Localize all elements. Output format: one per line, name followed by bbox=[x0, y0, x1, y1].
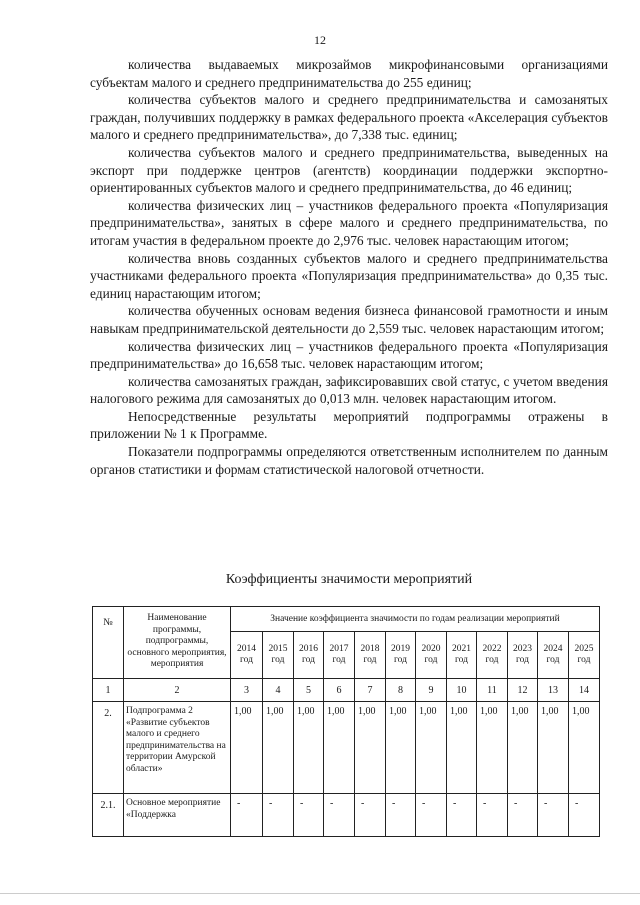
year-header: 2015 год bbox=[263, 632, 294, 679]
row-value: 1,00 bbox=[294, 702, 324, 794]
row-value: - bbox=[355, 794, 386, 837]
column-index: 12 bbox=[508, 679, 538, 702]
row-name: Основное мероприятие «Поддержка bbox=[124, 794, 231, 837]
row-value: - bbox=[538, 794, 569, 837]
row-value: 1,00 bbox=[263, 702, 294, 794]
column-index: 3 bbox=[231, 679, 263, 702]
page-bottom-edge bbox=[0, 893, 640, 894]
row-value: 1,00 bbox=[231, 702, 263, 794]
column-index: 11 bbox=[477, 679, 508, 702]
row-value: - bbox=[416, 794, 447, 837]
paragraph: количества самозанятых граждан, зафиксировавших свой статус, с учетом введения налогового режима для самозанятых до 0,013 млн. человек нарастающим итогом. bbox=[90, 373, 608, 407]
column-index: 13 bbox=[538, 679, 569, 702]
column-index: 8 bbox=[386, 679, 416, 702]
column-index: 6 bbox=[324, 679, 355, 702]
column-index: 1 bbox=[93, 679, 124, 702]
row-value: - bbox=[324, 794, 355, 837]
column-index: 2 bbox=[124, 679, 231, 702]
row-number: 2. bbox=[93, 702, 124, 794]
paragraph: количества обученных основам ведения бизнеса финансовой грамотности и иным навыкам предпринимательской деятельности до 2,559 тыс. человек нарастающим итогом; bbox=[90, 303, 608, 336]
row-value: - bbox=[508, 794, 538, 837]
row-value: - bbox=[231, 794, 263, 837]
row-value: - bbox=[569, 794, 600, 837]
year-header: 2024 год bbox=[538, 632, 569, 679]
table-row bbox=[93, 794, 600, 837]
column-index: 14 bbox=[569, 679, 600, 702]
row-value: 1,00 bbox=[508, 702, 538, 794]
row-value: 1,00 bbox=[324, 702, 355, 794]
paragraph: количества вновь созданных субъектов малого и среднего предпринимательства участниками федерального проекта «Популяризация предпринимательства» до 0,35 тыс. единиц нарастающим итогом; bbox=[90, 250, 608, 301]
year-header: 2025 год bbox=[569, 632, 600, 679]
row-value: 1,00 bbox=[386, 702, 416, 794]
paragraph: Показатели подпрограммы определяются ответственным исполнителем по данным органов статистики и формам статистической налоговой отчетности. bbox=[90, 444, 608, 477]
column-index: 10 bbox=[447, 679, 477, 702]
row-value: 1,00 bbox=[569, 702, 600, 794]
year-header: 2021 год bbox=[447, 632, 477, 679]
year-header: 2020 год bbox=[416, 632, 447, 679]
paragraph: количества физических лиц – участников федерального проекта «Популяризация предпринимательства», занятых в сфере малого и среднего предпринимательства, по итогам участия в федеральном проекте до 2,976 тыс. человек нарастающим итогом; bbox=[90, 197, 608, 248]
row-value: 1,00 bbox=[416, 702, 447, 794]
year-header: 2018 год bbox=[355, 632, 386, 679]
paragraph: Непосредственные результаты мероприятий подпрограммы отражены в приложении № 1 к Программе. bbox=[90, 408, 608, 442]
row-value: - bbox=[477, 794, 508, 837]
row-value: - bbox=[447, 794, 477, 837]
year-header: 2022 год bbox=[477, 632, 508, 679]
row-value: 1,00 bbox=[447, 702, 477, 794]
row-value: 1,00 bbox=[538, 702, 569, 794]
row-value: - bbox=[294, 794, 324, 837]
year-header: 2014 год bbox=[231, 632, 263, 679]
row-number: 2.1. bbox=[93, 794, 124, 837]
body-text bbox=[90, 56, 608, 478]
row-value: - bbox=[386, 794, 416, 837]
table-row bbox=[93, 702, 600, 794]
paragraph: количества субъектов малого и среднего предпринимательства, выведенных на экспорт при поддержке центров (агентств) координации поддержки экспортно-ориентированных субъектов малого и среднего предпринимательства, до 46 единиц; bbox=[90, 144, 608, 196]
year-header: 2023 год bbox=[508, 632, 538, 679]
year-header: 2016 год bbox=[294, 632, 324, 679]
column-index: 9 bbox=[416, 679, 447, 702]
table-caption: Коэффициенты значимости мероприятий bbox=[225, 572, 473, 587]
row-value: 1,00 bbox=[477, 702, 508, 794]
row-value: 1,00 bbox=[355, 702, 386, 794]
column-index: 5 bbox=[294, 679, 324, 702]
page-number: 12 bbox=[314, 33, 326, 47]
year-header: 2017 год bbox=[324, 632, 355, 679]
column-index: 7 bbox=[355, 679, 386, 702]
paragraph: количества субъектов малого и среднего предпринимательства и самозанятых граждан, получивших поддержку в рамках федерального проекта «Акселерация субъектов малого и среднего предпринимательства», до 7,338 тыс. единиц; bbox=[90, 92, 608, 143]
coefficients-table bbox=[92, 606, 600, 837]
row-name: Подпрограмма 2 «Развитие субъектов малого и среднего предпринимательства на территории Амурской области» bbox=[124, 702, 231, 794]
row-value: - bbox=[263, 794, 294, 837]
header-number: № bbox=[93, 607, 124, 679]
header-name: Наименование программы, подпрограммы, основного мероприятия, мероприятия bbox=[124, 607, 231, 679]
year-header: 2019 год bbox=[386, 632, 416, 679]
paragraph: количества выдаваемых микрозаймов микрофинансовыми организациями субъектам малого и среднего предпринимательства до 255 единиц; bbox=[90, 57, 608, 90]
paragraph: количества физических лиц – участников федерального проекта «Популяризация предпринимательства» до 16,658 тыс. человек нарастающим итогом; bbox=[90, 338, 608, 372]
header-years-group: Значение коэффициента значимости по годам реализации мероприятий bbox=[231, 607, 600, 632]
column-index: 4 bbox=[263, 679, 294, 702]
